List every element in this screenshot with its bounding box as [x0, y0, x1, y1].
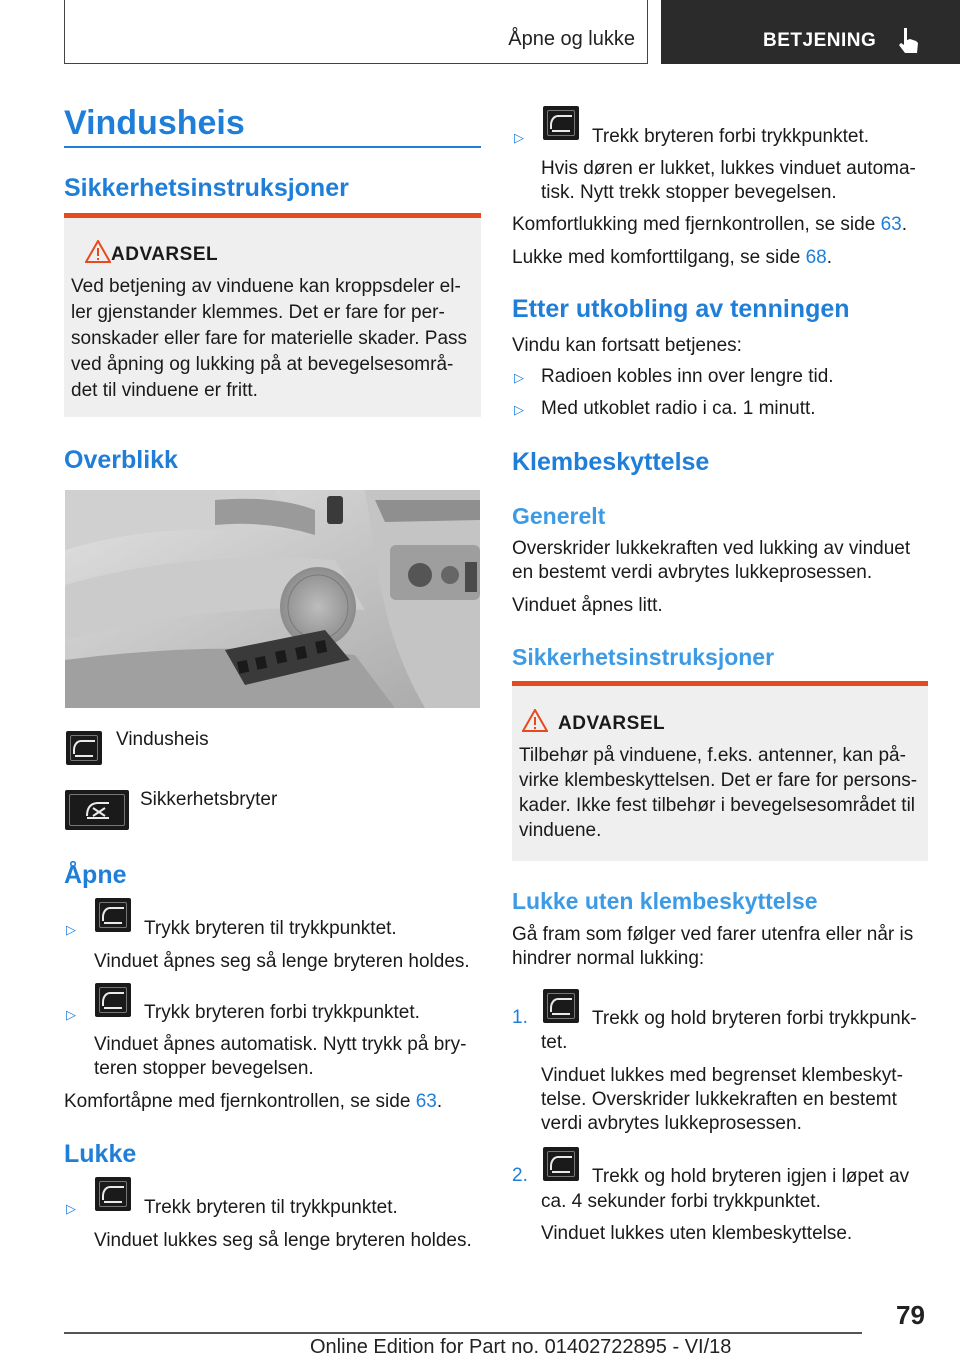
open-step-1-note: Vinduet åpnes seg så lenge bryteren holdes.: [94, 951, 470, 972]
header-section-title: Åpne og lukke: [508, 28, 635, 50]
step-1-note: Vinduet lukkes med begrenset klembeskyt- telse. Overskrider lukkekraften en bestemt verdi avbrytes lukkeprosessen.: [541, 1065, 903, 1134]
pinch-protection-heading: Klembeskyttelse: [512, 448, 710, 476]
warning-box-2: [512, 681, 928, 861]
window-switch-icon: [543, 989, 579, 1023]
window-switch-icon: [95, 898, 131, 932]
close-step-2-note: Hvis døren er lukket, lukkes vinduet automa- tisk. Nytt trekk stopper bevegelsen.: [541, 158, 916, 203]
step-2-note: Vinduet lukkes uten klembeskyttelse.: [541, 1223, 853, 1244]
footer-rule: [64, 1332, 862, 1334]
warning-label-2: ADVARSEL: [558, 713, 666, 734]
page-link-68[interactable]: 68: [805, 247, 827, 268]
general-text: Overskrider lukkekraften ved lukking av vinduet en bestemt verdi avbrytes lukkeprosessen.: [512, 538, 911, 583]
close-step-2: Trekk bryteren forbi trykkpunktet.: [592, 126, 870, 147]
open-step-1: Trykk bryteren til trykkpunktet.: [144, 918, 397, 939]
overview-heading: Overblikk: [64, 446, 178, 474]
after-ignition-item-2: Med utkoblet radio i ca. 1 minutt.: [541, 398, 816, 419]
step-1-text: Trekk og hold bryteren forbi trykkpunk-: [592, 1008, 917, 1029]
bullet-icon: ▷: [66, 922, 76, 937]
step-2-text: Trekk og hold bryteren igjen i løpet av: [592, 1166, 910, 1187]
safety-heading-2: Sikkerhetsinstruksjoner: [512, 644, 775, 670]
comfort-open-text: Komfortåpne med fjernkontrollen, se side 63.: [64, 1091, 443, 1112]
close-step-1: Trekk bryteren til trykkpunktet.: [144, 1197, 398, 1218]
page-link-63[interactable]: 63: [880, 214, 902, 235]
comfort-close-text: Komfortlukking med fjernkontrollen, se side 63.: [512, 214, 907, 235]
general-note: Vinduet åpnes litt.: [512, 595, 663, 616]
title-rule: [64, 146, 481, 148]
warning-text: Ved betjening av vinduene kan kroppsdeler el- ler gjenstander klemmes. Det er fare for per- sonskader eller fare for materielle skader. Pass ved åpning og lukking på at bevegelsesområ- det til vinduene er fritt.: [71, 276, 468, 401]
close-step-1-note: Vinduet lukkes seg så lenge bryteren holdes.: [94, 1230, 472, 1251]
open-step-2: Trykk bryteren forbi trykkpunktet.: [144, 1002, 420, 1023]
safety-switch-icon: [65, 790, 129, 830]
open-step-2-note: Vinduet åpnes automatisk. Nytt trykk på bry- teren stopper bevegelsen.: [94, 1034, 467, 1079]
header-section-box: [64, 0, 648, 64]
warning-box: [64, 213, 481, 417]
door-panel-photo: [65, 490, 480, 708]
page-number: 79: [896, 1300, 925, 1330]
window-switch-icon: [66, 731, 102, 765]
after-ignition-heading: Etter utkobling av tenningen: [512, 295, 850, 323]
bullet-icon: ▷: [514, 370, 524, 385]
close-heading: Lukke: [64, 1140, 137, 1168]
hand-pointer-icon: [896, 26, 922, 56]
bullet-icon: ▷: [514, 130, 524, 145]
page-link-63[interactable]: 63: [415, 1091, 437, 1112]
warning-label: ADVARSEL: [111, 244, 219, 265]
bullet-icon: ▷: [514, 402, 524, 417]
legend-safety-switch: Sikkerhetsbryter: [140, 789, 278, 810]
window-switch-icon: [95, 1177, 131, 1211]
bullet-icon: ▷: [66, 1201, 76, 1216]
footer-edition: Online Edition for Part no. 01402722895 - VI/18: [310, 1336, 732, 1358]
window-switch-icon: [95, 983, 131, 1017]
window-switch-icon: [543, 106, 579, 140]
comfort-access-text: Lukke med komforttilgang, se side 68.: [512, 247, 833, 268]
warning-triangle-icon: [522, 709, 548, 732]
warning-text-2: Tilbehør på vinduene, f.eks. antenner, kan på- virke klembeskyttelsen. Det er fare for persons- kader. Ikke fest tilbehør i bevegelsesområdet til vinduene.: [519, 745, 918, 841]
after-ignition-item-1: Radioen kobles inn over lengre tid.: [541, 366, 834, 387]
step-2-text-cont: ca. 4 sekunder forbi trykkpunktet.: [541, 1191, 821, 1212]
after-ignition-intro: Vindu kan fortsatt betjenes:: [512, 335, 742, 356]
bullet-icon: ▷: [66, 1007, 76, 1022]
safety-heading: Sikkerhetsinstruksjoner: [64, 174, 349, 202]
legend-window-switch: Vindusheis: [116, 729, 209, 750]
warning-triangle-icon: [85, 240, 111, 263]
general-heading: Generelt: [512, 503, 606, 529]
step-1-text-cont: tet.: [541, 1032, 568, 1053]
page-title: Vindusheis: [64, 104, 245, 142]
header-chapter-title: BETJENING: [763, 30, 877, 51]
step-number-1: 1.: [512, 1007, 528, 1028]
open-heading: Åpne: [64, 861, 127, 889]
no-pinch-intro: Gå fram som følger ved farer utenfra eller når is hindrer normal lukking:: [512, 924, 914, 969]
no-pinch-heading: Lukke uten klembeskyttelse: [512, 888, 818, 914]
step-number-2: 2.: [512, 1165, 528, 1186]
window-switch-icon: [543, 1147, 579, 1181]
